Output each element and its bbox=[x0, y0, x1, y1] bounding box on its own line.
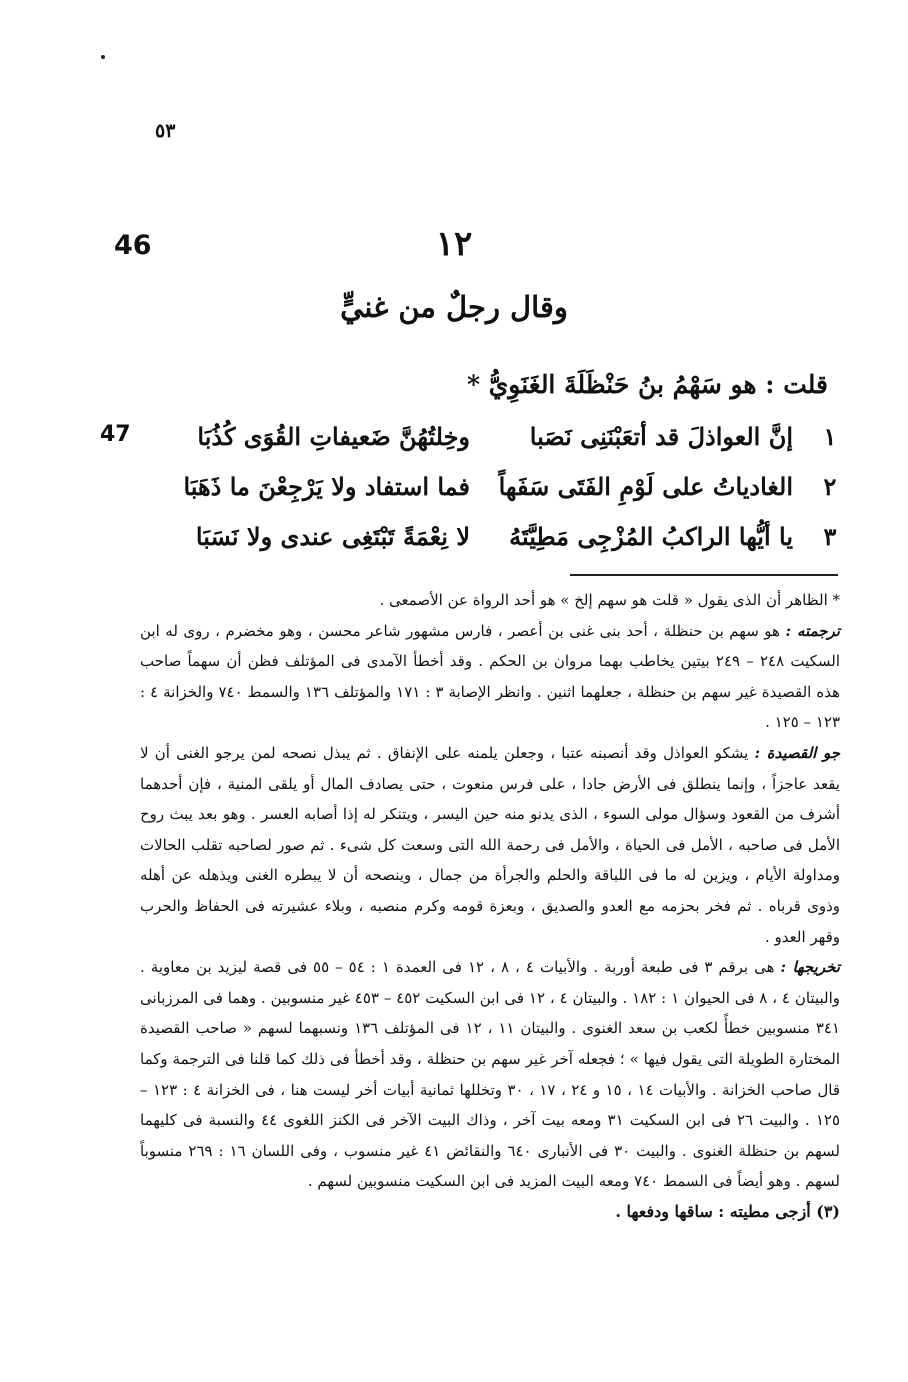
notes-section bbox=[140, 585, 840, 1227]
sources-text: هى برقم ٣ فى طبعة أوربة . والأبيات ٤ ، ٨ ، ١٢ فى العمدة ١ : ٥٤ – ٥٥ فى قصة ليزيد بن معاوية . والبيتان ٤ ، ٨ فى الحيوان ١ : ١٨٢ . والبيتان ٤ ، ١٢ فى ابن السكيت ٤٥٢ – ٤٥٣ غير منسوبين . وهما فى المرزبانى ٣٤١ منسوبين خطأً لكعب بن سعد الغنوى . والبيتان ١١ ، ١٢ فى المؤتلف ١٣٦ ونسبهما لسهم « صاحب القصيدة المختارة الطويلة التى يقول فيها » ؛ فجعله آخر غير سهم بن حنظلة ، وقد أخطأ فى ذلك كما قلنا فى الترجمة وكما قال صاحب الخزانة . والأبيات ١٤ ، ١٥ و ٢٤ ، ١٧ ، ٣٠ وتخللها ثمانية أبيات أخر ليست هنا ، فى الخزانة ٤ : ١٢٣ – ١٢٥ . والبيت ٢٦ فى ابن السكيت ٣١ ومعه بيت آخر ، وذاك البيت الآخر فى الكنز اللغوى ٤٤ والنسبة فى كليهما لسهم بن حنظلة الغنوى . والبيت ٣٠ فى الأنبارى ٦٤٠ والنقائض ٤١ غير منسوب ، وفى اللسان ١٦ : ٢٦٩ منسوباً لسهم . وهو أيضاً فى السمط ٧٤٠ ومعه البيت المزيد فى ابن السكيت منسوبين لسهم . bbox=[140, 958, 840, 1191]
verse-number: ٣ bbox=[823, 522, 837, 551]
footnote-divider bbox=[570, 574, 838, 576]
verse-first-hemistich: إنَّ العواذلَ قد أتعَبْنَنِى نَصَبا bbox=[529, 422, 793, 451]
sources-paragraph bbox=[140, 952, 840, 1197]
poem-number: ١٢ bbox=[435, 224, 473, 264]
verse-second-hemistich: فما استفاد ولا يَرْجِعْنَ ما ذَهَبَا bbox=[183, 472, 470, 501]
poem-theme-paragraph bbox=[140, 738, 840, 952]
verse-line bbox=[100, 522, 845, 566]
verse-number: ٢ bbox=[823, 472, 837, 501]
page-number-arabic: ٥٣ bbox=[155, 120, 176, 142]
page-speck bbox=[101, 55, 105, 59]
verse-first-hemistich: الغادياتُ على لَوْمِ الفَتَى سَفَهاً bbox=[498, 472, 793, 501]
biography-label: ترجمته : bbox=[785, 621, 840, 640]
biography-text: هو سهم بن حنظلة ، أحد بنى غنى بن أعصر ، فارس مشهور شاعر محسن ، وهو مخضرم ، روى له ابن السكيت ٢٤٨ – ٢٤٩ بيتين يخاطب بهما مروان بن الحكم . وقد أخطأ الآمدى فى المؤتلف فظن أن سهماً صاحب هذه القصيدة غير سهم بن حنظلة ، جعلهما اثنين . وانظر الإصابة ٣ : ١٧١ والمؤتلف ١٣٦ والسمط ٧٤٠ والخزانة ٤ : ١٢٣ – ١٢٥ . bbox=[140, 621, 840, 732]
margin-line-number: 47 bbox=[100, 422, 131, 447]
verse-second-hemistich: لا نِعْمَةً تَبْتَغِى عندى ولا نَسَبَا bbox=[195, 522, 470, 551]
poem-theme-label: جو القصيدة : bbox=[754, 743, 840, 762]
verse-second-hemistich: وخِلتُهُنَّ ضَعيفاتِ القُوَى كُذُبَا bbox=[197, 422, 470, 451]
verse-line bbox=[100, 472, 845, 516]
poem-attribution: قلت : هو سَهْمُ بنُ حَنْظَلَةَ الغَنَوِيُّ * bbox=[466, 370, 828, 399]
verse-first-hemistich: يا أيُّها الراكبُ المُزْجِى مَطِيَّتَهُ bbox=[509, 522, 793, 551]
page-number-latin: 46 bbox=[114, 230, 152, 261]
footnote: * الظاهر أن الذى يقول « قلت هو سهم إلخ » هو أحد الرواة عن الأصمعى . bbox=[379, 591, 840, 609]
sources-label: تخريجها : bbox=[780, 958, 840, 977]
gloss: (٣) أزجى مطيته : ساقها ودفعها . bbox=[615, 1201, 840, 1221]
poem-title: وقال رجلٌ من غنيٍّ bbox=[340, 290, 568, 324]
verse-line bbox=[100, 422, 845, 466]
biography-paragraph bbox=[140, 616, 840, 738]
poem-theme-text: يشكو العواذل وقد أنصبنه عتبا ، وجعلن يلمنه على الإنفاق . ثم يبذل نصحه لمن يرجو الغنى أن لا يقعد عاجزاً ، وإنما ينطلق فى الأرض جادا ، على فرس منعوت ، حتى يصادف المال أو يلقى المنية ، فإن أحدهما أشرف من القعود وسؤال مولى السوء ، الذى يدنو منه حين اليسر ، ويتنكر له إذا أصابه العسر . وهو بعد يبث روح الأمل فى صاحبه ، الأمل فى الحياة ، والأمل فى رحمة الله التى وسعت كل شىء . ثم صور لصاحبه تقلب الحالات ومداولة الأيام ، ويزين له ما فى اللباقة والحلم والجرأة من جمال ، وينصحه أن لا يبطره الغنى ويذهله عن أهله وذوى قرباه . ثم فخر بحزمه مع العدو والصديق ، وبعزة قومه وكرم منصبه ، وبلاء عشيرته فى الحفاظ والحرب وقهر العدو . bbox=[140, 743, 840, 946]
verse-number: ١ bbox=[823, 422, 837, 451]
